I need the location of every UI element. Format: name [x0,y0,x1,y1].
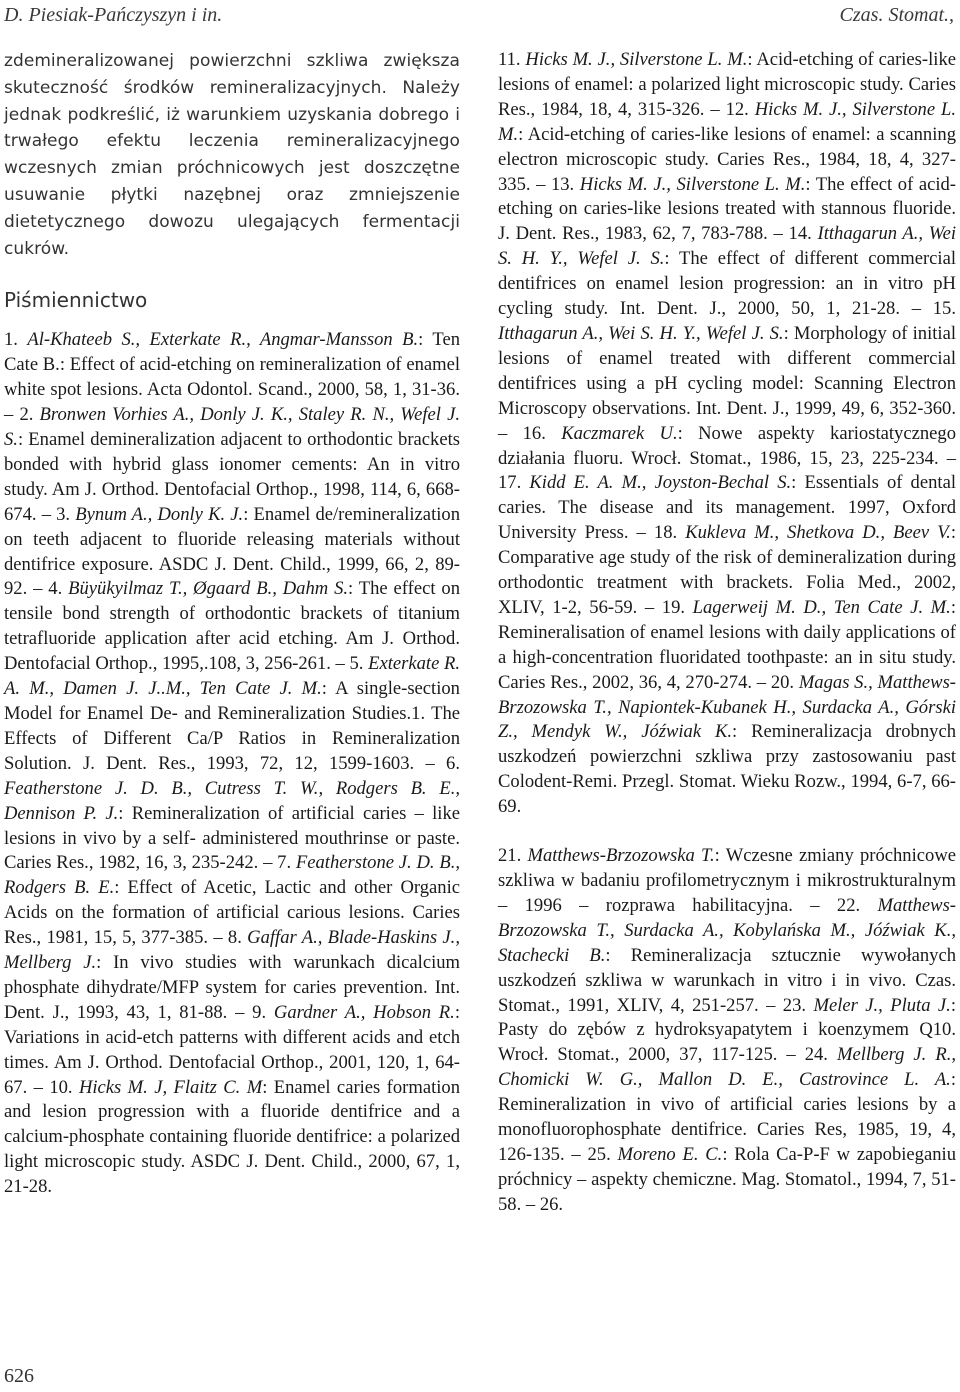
reference-text: : Morphology of initial lesions of enamel treated with different commercial dentifrices using a pH cycling model: Scanning Electron Microscopy observations. Int. Dent. J., 1999, 49, 6, 352-360. – 16. [498,322,956,444]
reference-text: : Essentials of dental caries. The disease and its management. 1997, Oxford University Press. – 18. [498,472,956,544]
reference-text: : The effect of different commercial dentifrices on enamel lesion progression: an in vitro pH cycling study. Int. Dent. J., 2000, 50, 1, 21-28. – 15. [498,248,956,320]
reference-authors: Gardner A., Hobson R. [273,1001,455,1023]
reference-text: : Variations in acid-etch patterns with different acids and etch times. Am J. Orthod. Dentofacial Orthop., 2001, 120, 1, 64-67. – 10. [4,1001,460,1098]
reference-authors: Büyükyilmaz T., Øgaard B., Dahm S. [68,578,349,600]
reference-authors: Meler J., Pluta J. [813,994,951,1016]
reference-authors: Exterkate R. A. M., Damen J. J..M., Ten Cate J. M. [4,653,461,700]
reference-text: 11. [498,49,526,70]
page-number: 626 [4,1365,34,1387]
reference-authors: Matthews-Brzozowska T., Surdacka A., Kobylańska M., Jóźwiak K., Stachecki B. [498,894,956,966]
paragraph-gap [498,820,956,844]
reference-text: : A single-section Model for Enamel De- and Remineralization Studies.1. The Effects of Different Ca/P Ratios in Remineralization Solution. J. Dent. Res., 1993, 72, 12, 1599-1603. – 6. [4,678,460,774]
reference-text: 21. [498,845,528,867]
reference-authors: Hicks M. J, Flaitz C. M [78,1076,263,1098]
running-header-journal: Czas. Stomat., [839,4,954,26]
reference-authors: Magas S., Matthews-Brzozowska T., Napiontek-Kubanek H., Surdacka A., Górski Z., Mendyk W., Jóźwiak K. [498,671,956,743]
reference-authors: Gaffar A., Blade-Haskins J., Mellberg J. [4,927,460,974]
bibliography-heading: Piśmiennictwo [4,288,148,313]
reference-authors: Moreno E. C. [617,1143,723,1165]
reference-text: : Acid-etching of caries-like lesions of enamel: a polarized light microscopic study. Caries Res., 1984, 18, 4, 315-326. – 12. [498,49,956,120]
reference-text: 1. [4,329,28,351]
reference-text: : Acid-etching of caries-like lesions of enamel: a scanning electron microscopic study. Caries Res., 1984, 18, 4, 327-335. – 13. [498,123,956,195]
references-left [4,328,460,1200]
running-header-authors: D. Piesiak-Pańczyszyn i in. [4,4,223,26]
reference-text: : Remineralizacja drobnych uszkodzeń powierzchni szkliwa przy zastosowaniu past Colodent-Remi. Przegl. Stomat. Wieku Rozw., 1994, 6-7, 66-69. [498,721,956,818]
intro-paragraph: zdemineralizowanej powierzchni szkliwa zwiększa skuteczność środków remineralizacyjnych. Należy jednak podkreślić, iż warunkiem uzyskania dobrego i trwałego efektu leczenia remineralizacyjnego wczesnych zmian próchnicowych jest doszczętne usuwanie płytki nazębnej oraz zmniejszenie dietetycznego dowozu ulegających fermentacji cukrów. [4,51,460,259]
reference-text: : Rola Ca-P-F w zapobieganiu próchnicy – aspekty chemiczne. Mag. Stomatol., 1994, 7, 51-58. – 26. [498,1143,956,1215]
reference-authors: Lagerweij M. D., Ten Cate J. M. [692,596,951,618]
reference-authors: Itthagarun A., Wei S. H. Y., Wefel J. S. [498,322,784,344]
reference-text: : Remineralisation of enamel lesions with daily applications of a high-concentration fluoridated toothpaste: an in situ study. Caries Res., 2002, 36, 4, 270-274. – 20. [498,596,956,693]
reference-text: : The effect of acid-etching on caries-like lesions treated with stannous fluoride. J. Dent. Res., 1983, 62, 7, 783-788. – 14. [498,173,956,245]
reference-authors: Bronwen Vorhies A., Donly J. K., Staley R. N., Wefel J. S. [4,404,460,450]
reference-text: : Pasty do zębów z hydroksyapatytem i koenzymem Q10. Wrocł. Stomat., 2000, 37, 117-125. – 24. [498,994,957,1066]
reference-text: : Enamel demineralization adjacent to orthodontic brackets bonded with hybrid glass ionomer cements: An in vitro study. Am J. Orthod. Dentofacial Orthop., 1998, 114, 6, 668-674. – 3. [4,429,460,525]
reference-text: : Effect of Acetic, Lactic and other Organic Acids on the formation of artificial carious lesions. Caries Res., 1981, 15, 5, 377-385. – 8. [4,877,460,949]
reference-text: : Comparative age study of the risk of demineralization during orthodontic treatment with brackets. Folia Med., 2002, XLIV, 1-2, 56-59. – 19. [498,522,956,618]
reference-paragraph [4,328,460,1200]
reference-text: : Ten Cate B.: Effect of acid-etching on remineralization of enamel white spot lesions. Acta Odontol. Scand., 2000, 58, 1, 31-36. – 2. [4,329,460,426]
reference-text: : In vivo studies with warunkach dicalcium phosphate dihydrate/MFP system for caries prevention. Int. Dent. J., 1993, 43, 1, 81-88. – 9. [4,952,461,1023]
reference-authors: Matthews-Brzozowska T. [527,845,715,867]
reference-authors: Hicks M. J., Silverstone L. M. [525,49,748,70]
reference-authors: Featherstone J. D. B., Rodgers B. E. [4,852,460,899]
reference-authors: Al-Khateeb S., Exterkate R., Angmar-Mansson B. [27,329,419,351]
reference-authors: Featherstone J. D. B., Cutress T. W., Rodgers B. E., Dennison P. J. [4,777,460,824]
reference-authors: Mellberg J. R., Chomicki W. G., Mallon D. E., Castrovince L. A. [498,1044,956,1091]
right-column [498,48,956,1218]
reference-authors: Bynum A., Donly K. J. [75,503,244,525]
reference-authors: Hicks M. J., Silverstone L. M. [498,98,956,145]
reference-authors: Kukleva M., Shetkova D., Beev V. [685,522,951,544]
references-right [498,48,956,1218]
reference-text: : Enamel caries formation and lesion progression with a fluoride dentifrice and a calcium-phosphate containing fluoride dentifrice: a polarized light microscopic study. ASDC J. Dent. Child., 2000, 67, 1, 21-28. [4,1076,460,1198]
reference-text: : Nowe aspekty kariostatycznego działania fluoru. Wrocł. Stomat., 1986, 15, 23, 225-234. – 17. [498,422,956,494]
reference-authors: Kidd E. A. M., Joyston-Bechal S. [529,472,792,494]
reference-text: : Remineralization of artificial caries – like lesions in vivo by a self- administered mouthrinse or paste. Caries Res., 1982, 16, 3, 235-242. – 7. [4,802,461,874]
reference-paragraph [498,844,956,1218]
reference-authors: Itthagarun A., Wei S. H. Y., Wefel J. S. [498,223,956,270]
reference-text: : Remineralization in vivo of artificial caries lesions by a monofluorophosphate dentifrice. Caries Res, 1985, 19, 4, 126-135. – 25. [498,1069,956,1165]
left-column [4,48,460,1200]
reference-authors: Kaczmarek U. [561,422,678,444]
reference-text: : The effect on tensile bond strength of orthodontic brackets of titanium tetrafluoride application after acid etching. Am J. Orthod. Dentofacial Orthop., 1995,.108, 3, 256-261. – 5. [4,578,461,675]
reference-paragraph [498,48,956,820]
reference-text: : Remineralizacja sztucznie wywołanych uszkodzeń szkliwa w warunkach in vitro i in vivo. Czas. Stomat., 1991, XLIV, 4, 251-257. – 23. [498,944,957,1016]
reference-text: : Wczesne zmiany próchnicowe szkliwa w badaniu profilometrycznym i mikrostrukturalnym – 1996 – rozprawa habilitacyjna. – 22. [498,845,956,916]
reference-authors: Hicks M. J., Silverstone L. M. [579,173,806,195]
reference-text: : Enamel de/remineralization on teeth adjacent to fluoride releasing materials without dentifrice exposure. ASDC J. Dent. Child., 1999, 66, 2, 89-92. – 4. [4,503,460,600]
